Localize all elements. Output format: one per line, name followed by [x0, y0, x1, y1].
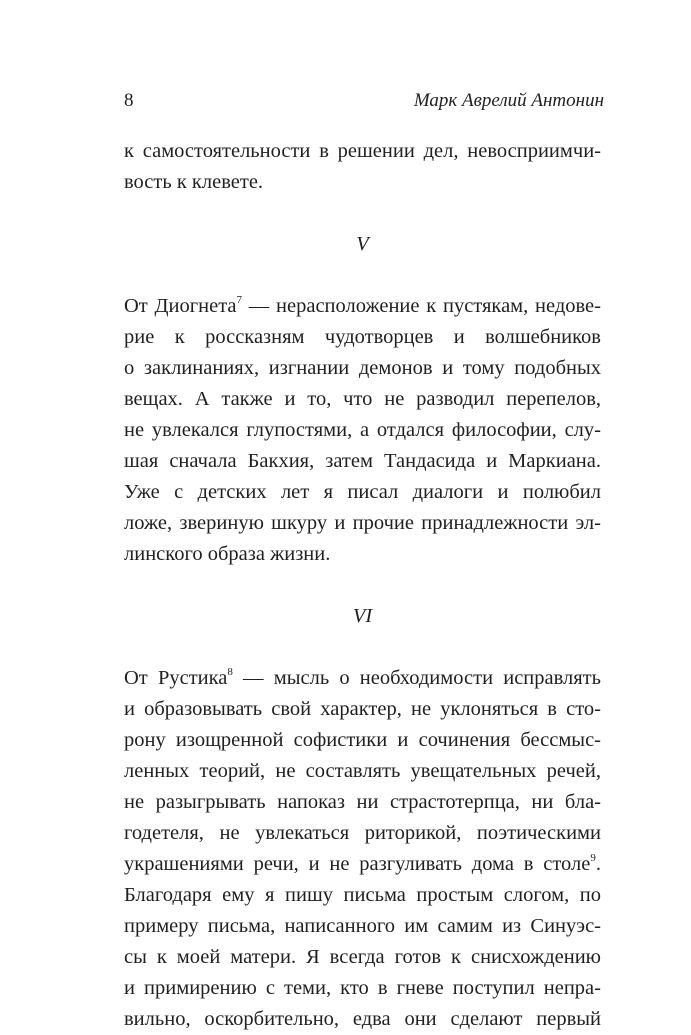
line-text: От Диогнета — [124, 295, 237, 317]
section-spacer — [124, 260, 601, 291]
line-text: вещах. А также и то, что не разводил перепелов, — [124, 388, 601, 410]
text-line — [124, 539, 601, 570]
section-spacer — [124, 198, 601, 229]
line-text: вость к клевете. — [124, 171, 264, 193]
text-line — [124, 353, 601, 384]
text-line — [124, 818, 601, 849]
section-heading: V — [356, 233, 369, 255]
section-heading: VI — [352, 605, 373, 627]
body-text — [124, 136, 601, 1035]
text-line — [124, 694, 601, 725]
line-text-continued: — мысль о необходимости исправлять — [232, 667, 601, 689]
text-line — [124, 787, 601, 818]
line-text: годетеля, не увлекаться риторикой, поэтическими — [124, 822, 601, 844]
text-line — [124, 291, 601, 322]
text-line — [124, 911, 601, 942]
line-text: ложе, звериную шкуру и прочие принадлежности эл- — [124, 512, 601, 534]
text-line — [124, 508, 601, 539]
text-line — [124, 756, 601, 787]
line-text: не разыгрывать напоказ ни страстотерпца, ни бла- — [124, 791, 601, 813]
section-spacer — [124, 570, 601, 601]
line-text: рие к россказням чудотворцев и волшебников — [124, 326, 601, 348]
text-line — [124, 136, 601, 167]
text-line — [124, 880, 601, 911]
text-line — [124, 477, 601, 508]
text-line — [124, 973, 601, 1004]
text-line — [124, 663, 601, 694]
footnote-marker: 8 — [227, 666, 233, 679]
line-text-continued: . — [595, 853, 601, 875]
page-number: 8 — [124, 90, 134, 111]
line-text: не увлекался глупостями, а отдался философии, слу- — [124, 419, 601, 441]
line-text: сы к моей матери. Я всегда готов к снисхождению — [124, 946, 601, 968]
line-text: к самостоятельности в решении дел, невосприимчи- — [124, 140, 601, 162]
section-spacer — [124, 632, 601, 663]
text-line — [124, 725, 601, 756]
line-text: Уже с детских лет я писал диалоги и полюбил — [124, 481, 601, 503]
text-line — [124, 1004, 601, 1035]
text-line — [124, 446, 601, 477]
line-text: линского образа жизни. — [124, 543, 331, 565]
line-text-continued: — нерасположение к пустякам, недове- — [242, 295, 601, 317]
line-text: шая сначала Бакхия, затем Тандасида и Маркиана. — [124, 450, 601, 472]
text-line — [124, 322, 601, 353]
line-text: От Рустика — [124, 667, 228, 689]
line-text: и образовывать свой характер, не уклоняться в сто- — [124, 698, 601, 720]
line-text: украшениями речи, и не разгуливать дома в столе — [124, 853, 591, 875]
text-line — [124, 942, 601, 973]
text-line — [124, 415, 601, 446]
footnote-marker: 7 — [236, 294, 243, 307]
line-text: рону изощренной софистики и сочинения бессмыс- — [124, 729, 601, 751]
line-text: Благодаря ему я пишу письма простым слогом, по — [124, 884, 601, 906]
text-line — [124, 849, 601, 880]
line-text: вильно, оскорбительно, едва они сделают первый — [124, 1008, 601, 1030]
line-text: и примирению с теми, кто в гневе поступил непра- — [124, 977, 601, 999]
text-line — [124, 384, 601, 415]
line-text: ленных теорий, не составлять увещательных речей, — [124, 760, 601, 782]
line-text: примеру письма, написанного им самим из Синуэс- — [124, 915, 601, 937]
running-title: Марк Аврелий Антонин — [413, 90, 604, 111]
text-line — [124, 167, 601, 198]
footnote-marker: 9 — [590, 852, 596, 865]
running-head — [124, 88, 604, 114]
line-text: о заклинаниях, изгнании демонов и тому подобных — [124, 357, 601, 379]
